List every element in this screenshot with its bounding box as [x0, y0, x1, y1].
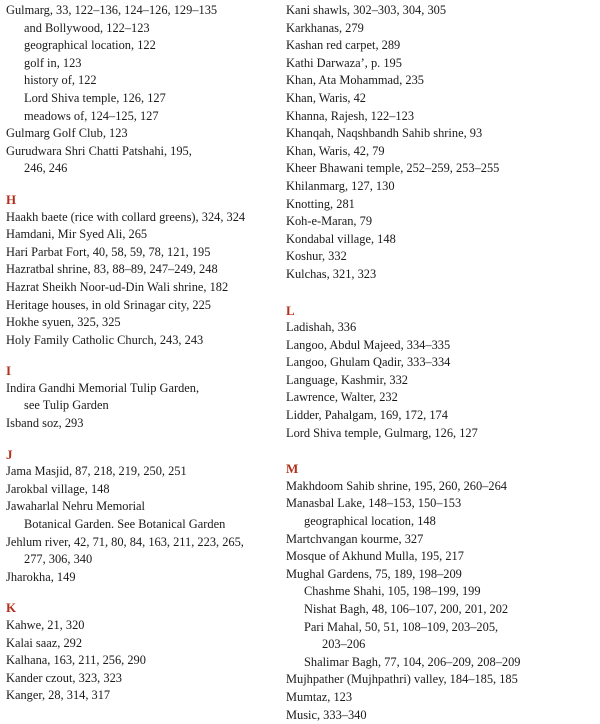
- index-entry-koshur-332: Koshur, 332: [286, 249, 347, 264]
- index-entry-gulmarg-33-122-136-124-126-129-135: Gulmarg, 33, 122–136, 124–126, 129–135: [6, 3, 218, 17]
- index-entry-jama-masjid-87-218-219-250-251: Jama Masjid, 87, 218, 219, 250, 251: [6, 464, 187, 479]
- section-letter-h: H: [6, 191, 17, 207]
- index-subentry-nishat-bagh-48-106-107-200-201-202: Nishat Bagh, 48, 106–107, 200, 201, 202: [304, 602, 509, 616]
- index-entry-haakh-baete-rice-with-collard-greens-324: Haakh baete (rice with collard greens), 324, 324: [6, 209, 246, 224]
- section-letter-k: K: [6, 600, 17, 616]
- index-entry-kanger-28-314-317: Kanger, 28, 314, 317: [6, 688, 111, 703]
- index-subentry-277-306-340: 277, 306, 340: [24, 552, 93, 567]
- index-entry-hari-parbat-fort-40-58-59-78-121-195: Hari Parbat Fort, 40, 58, 59, 78, 121, 195: [6, 244, 211, 259]
- index-subentry-geographical-location-148: geographical location, 148: [304, 514, 436, 529]
- index-entry-kalai-saaz-292: Kalai saaz, 292: [6, 635, 83, 650]
- index-entry-jawaharlal-nehru-memorial: Jawaharlal Nehru Memorial: [6, 499, 145, 514]
- index-entry-karkhanas-279: Karkhanas, 279: [286, 20, 364, 35]
- index-entry-kondabal-village-148: Kondabal village, 148: [286, 231, 396, 246]
- index-entry-jarokbal-village-148: Jarokbal village, 148: [6, 481, 110, 496]
- index-subentry-246-246: 246, 246: [24, 161, 68, 176]
- index-entry-jehlum-river-42-71-80-84-163-211-223-265: Jehlum river, 42, 71, 80, 84, 163, 211, 223, 265,: [6, 534, 244, 549]
- index-entry-hamdani-mir-syed-ali-265: Hamdani, Mir Syed Ali, 265: [6, 227, 148, 242]
- section-letter-l: L: [286, 302, 295, 318]
- index-entry-kheer-bhawani-temple-252-259-253-255: Kheer Bhawani temple, 252–259, 253–255: [286, 161, 500, 176]
- index-subentry-lord-shiva-temple-126-127: Lord Shiva temple, 126, 127: [24, 90, 166, 105]
- index-entry-kathi-darwaza-p-195: Kathi Darwaza’, p. 195: [286, 55, 402, 70]
- index-entry-kander-czout-323-323: Kander czout, 323, 323: [6, 670, 122, 685]
- index-entry-lord-shiva-temple-gulmarg-126-127: Lord Shiva temple, Gulmarg, 126, 127: [286, 425, 478, 440]
- index-subentry-chashme-shahi-105-198-199-199: Chashme Shahi, 105, 198–199, 199: [304, 584, 481, 599]
- index-subentry-golf-in-123: golf in, 123: [24, 55, 82, 70]
- index-entry-martchvangan-kourme-327: Martchvangan kourme, 327: [286, 531, 424, 546]
- index-entry-hokhe-syuen-325-325: Hokhe syuen, 325, 325: [6, 315, 121, 330]
- index-entry-manasbal-lake-148-153-150-153: Manasbal Lake, 148–153, 150–153: [286, 496, 462, 511]
- index-entry-khan-waris-42: Khan, Waris, 42: [286, 90, 366, 105]
- index-subentry-see-tulip-garden: see Tulip Garden: [24, 398, 109, 413]
- index-entry-music-333-340: Music, 333–340: [286, 707, 367, 722]
- index-entry-makhdoom-sahib-shrine-195-260-260-264: Makhdoom Sahib shrine, 195, 260, 260–264: [286, 478, 507, 493]
- index-entry-knotting-281: Knotting, 281: [286, 196, 355, 211]
- index-entry-khanna-rajesh-122-123: Khanna, Rajesh, 122–123: [286, 108, 415, 123]
- index-entry-kahwe-21-320: Kahwe, 21, 320: [6, 618, 85, 632]
- index-column-right: [286, 2, 596, 724]
- index-entry-gulmarg-golf-club-123: Gulmarg Golf Club, 123: [6, 126, 128, 141]
- index-subentry-geographical-location-122: geographical location, 122: [24, 38, 156, 53]
- index-entry-gurudwara-shri-chatti-patshahi-195: Gurudwara Shri Chatti Patshahi, 195,: [6, 143, 192, 158]
- section-letter-m: M: [286, 461, 299, 477]
- index-subentry-botanical-garden-see-botanical-garden: Botanical Garden. See Botanical Garden: [24, 517, 226, 532]
- section-letter-j: J: [6, 446, 13, 462]
- index-entry-mughal-gardens-75-189-198-209: Mughal Gardens, 75, 189, 198–209: [286, 566, 462, 581]
- index-entry-kani-shawls-302-303-304-305: Kani shawls, 302–303, 304, 305: [286, 3, 447, 17]
- index-subentry-meadows-of-124-125-127: meadows of, 124–125, 127: [24, 108, 159, 123]
- index-entry-lidder-pahalgam-169-172-174: Lidder, Pahalgam, 169, 172, 174: [286, 408, 448, 423]
- index-entry-mosque-of-akhund-mulla-195-217: Mosque of Akhund Mulla, 195, 217: [286, 549, 464, 564]
- index-entry-holy-family-catholic-church-243-243: Holy Family Catholic Church, 243, 243: [6, 332, 204, 347]
- index-entry-kulchas-321-323: Kulchas, 321, 323: [286, 266, 377, 281]
- index-entry-khanqah-naqshbandh-sahib-shrine-93: Khanqah, Naqshbandh Sahib shrine, 93: [286, 126, 483, 141]
- index-entry-langoo-abdul-majeed-334-335: Langoo, Abdul Majeed, 334–335: [286, 337, 451, 352]
- index-entry-indira-gandhi-memorial-tulip-garden: Indira Gandhi Memorial Tulip Garden,: [6, 380, 200, 395]
- index-entry-language-kashmir-332: Language, Kashmir, 332: [286, 372, 409, 387]
- index-entry-langoo-ghulam-qadir-333-334: Langoo, Ghulam Qadir, 333–334: [286, 355, 451, 370]
- index-entry-jharokha-149: Jharokha, 149: [6, 569, 76, 584]
- index-subentry-and-bollywood-122-123: and Bollywood, 122–123: [24, 20, 150, 35]
- index-subentry-203-206: 203–206: [322, 637, 366, 652]
- index-entry-koh-e-maran-79: Koh-e-Maran, 79: [286, 214, 373, 229]
- index-entry-mumtaz-123: Mumtaz, 123: [286, 689, 353, 704]
- index-entry-khan-ata-mohammad-235: Khan, Ata Mohammad, 235: [286, 73, 424, 88]
- index-entry-ladishah-336: Ladishah, 336: [286, 320, 357, 335]
- section-letter-i: I: [6, 363, 12, 379]
- index-entry-khilanmarg-127-130: Khilanmarg, 127, 130: [286, 178, 395, 193]
- index-subentry-shalimar-bagh-77-104-206-209-208-209: Shalimar Bagh, 77, 104, 206–209, 208–209: [304, 654, 521, 669]
- index-entry-hazratbal-shrine-83-88-89-247-249-248: Hazratbal shrine, 83, 88–89, 247–249, 248: [6, 262, 218, 277]
- index-entry-kashan-red-carpet-289: Kashan red carpet, 289: [286, 38, 401, 53]
- index-entry-heritage-houses-in-old-srinagar-city-225: Heritage houses, in old Srinagar city, 225: [6, 297, 211, 312]
- index-entry-isband-soz-293: Isband soz, 293: [6, 416, 84, 431]
- index-entry-kalhana-163-211-256-290: Kalhana, 163, 211, 256, 290: [6, 653, 146, 668]
- index-entry-lawrence-walter-232: Lawrence, Walter, 232: [286, 390, 398, 405]
- index-entry-mujhpather-mujhpathri-valley-184-185-185: Mujhpather (Mujhpathri) valley, 184–185, 185: [286, 672, 518, 687]
- index-column-left: [6, 2, 288, 705]
- index-subentry-history-of-122: history of, 122: [24, 73, 97, 88]
- index-subentry-pari-mahal-50-51-108-109-203-205: Pari Mahal, 50, 51, 108–109, 203–205,: [304, 619, 499, 634]
- index-entry-hazrat-sheikh-noor-ud-din-wali-shrine-18: Hazrat Sheikh Noor-ud-Din Wali shrine, 182: [6, 279, 229, 294]
- index-entry-khan-waris-42-79: Khan, Waris, 42, 79: [286, 143, 385, 158]
